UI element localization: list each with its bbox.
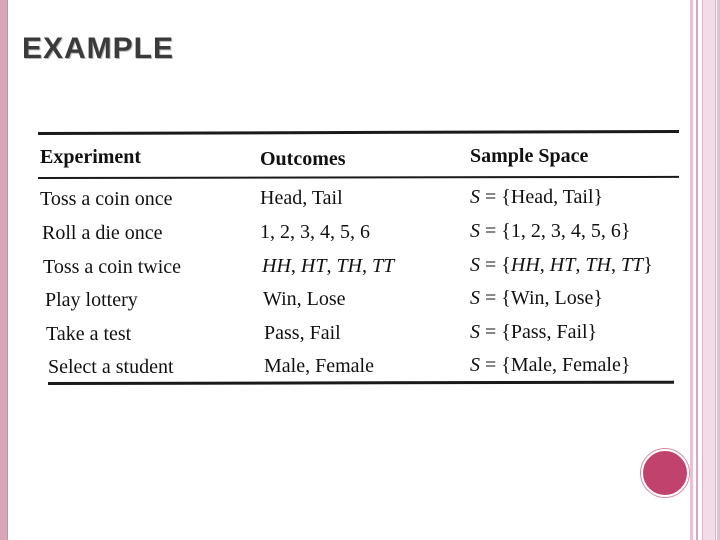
- sample-space-table: [38, 128, 680, 390]
- header-experiment: Experiment: [40, 146, 142, 168]
- outcomes-cell: HH, HT, TH, TT: [262, 255, 395, 277]
- experiment-cell: Roll a die once: [42, 222, 163, 244]
- sample-space-cell: S = {Head, Tail}: [470, 186, 604, 208]
- experiment-cell: Take a test: [46, 323, 132, 345]
- outcomes-cell: Male, Female: [264, 355, 374, 377]
- outcomes-cell: Pass, Fail: [264, 322, 341, 344]
- outcomes-cell: Head, Tail: [260, 187, 343, 209]
- sample-space-cell: S = {HH, HT, TH, TT}: [470, 254, 653, 276]
- table-top-rule: [38, 130, 679, 135]
- sample-space-cell: S = {1, 2, 3, 4, 5, 6}: [470, 220, 631, 242]
- sample-space-cell: S = {Male, Female}: [470, 354, 631, 376]
- left-border-decoration: [0, 0, 8, 540]
- right-stripe-decoration: [690, 0, 720, 540]
- experiment-cell: Toss a coin once: [40, 188, 173, 210]
- sample-space-cell: S = {Pass, Fail}: [470, 321, 598, 343]
- header-sample-space: Sample Space: [470, 145, 589, 167]
- experiment-cell: Toss a coin twice: [43, 256, 182, 278]
- outcomes-cell: 1, 2, 3, 4, 5, 6: [260, 221, 370, 243]
- slide-title: EXAMPLE: [22, 32, 175, 65]
- header-outcomes: Outcomes: [260, 148, 346, 170]
- slide-nav-button[interactable]: [641, 449, 689, 497]
- outcomes-cell: Win, Lose: [263, 288, 346, 310]
- experiment-cell: Play lottery: [45, 289, 138, 311]
- experiment-cell: Select a student: [48, 356, 174, 378]
- sample-space-cell: S = {Win, Lose}: [470, 287, 603, 309]
- table-bottom-rule: [48, 381, 674, 385]
- table-header-rule: [38, 176, 679, 179]
